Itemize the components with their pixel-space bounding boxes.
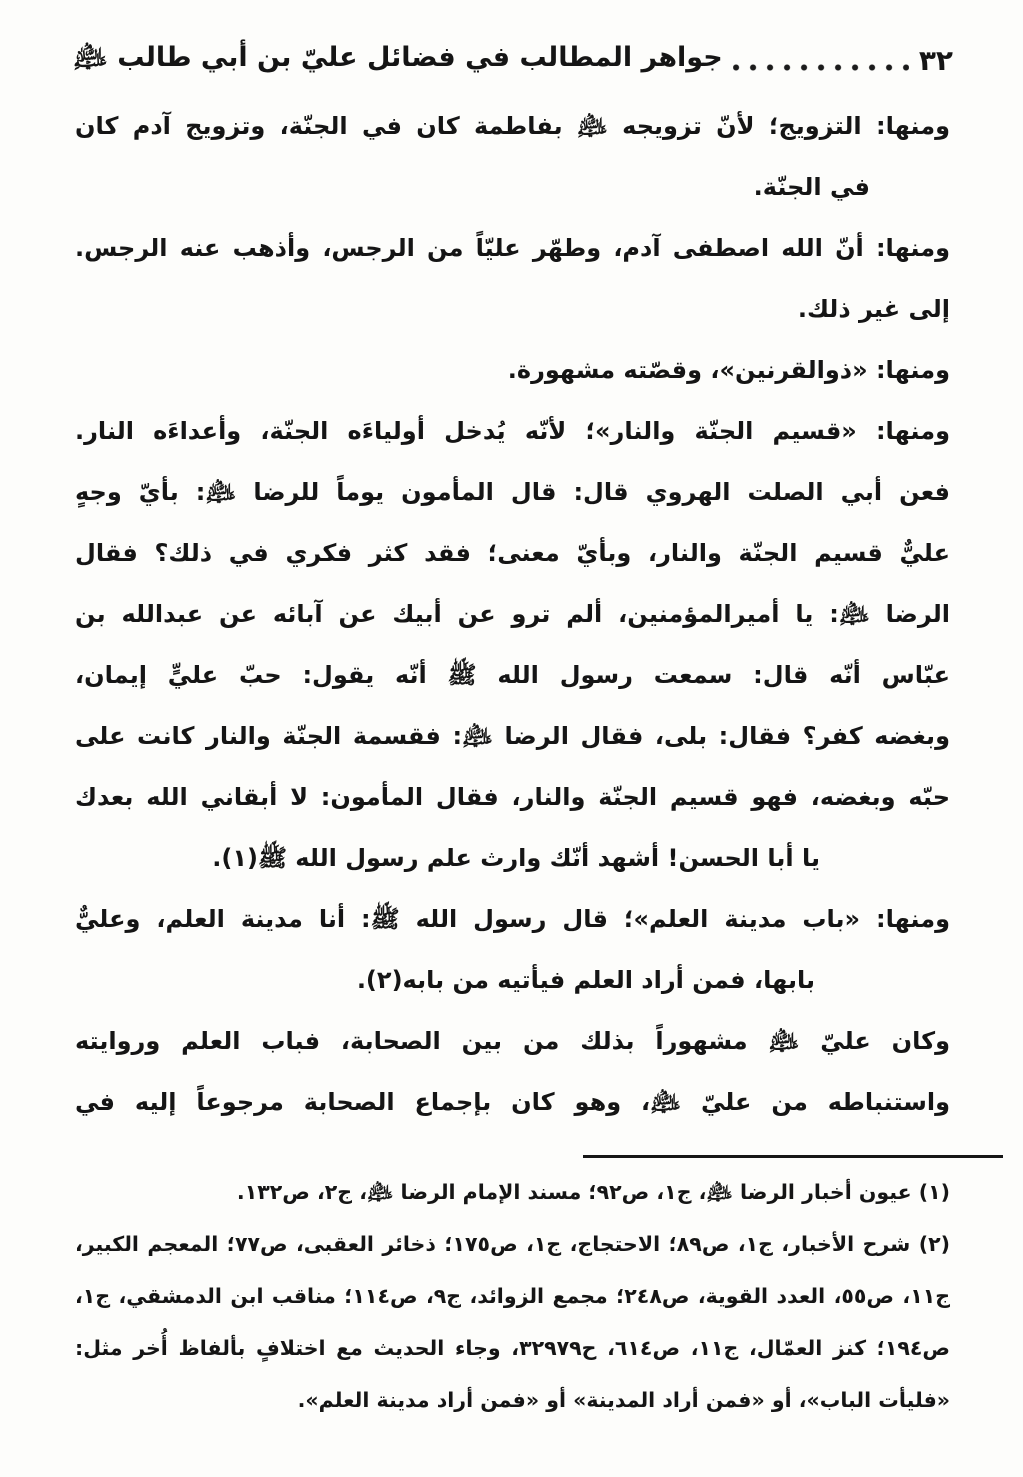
footnote-line: (٢) شرح الأخبار، ج١، ص٨٩؛ الاحتجاج، ج١، ص١٧٥؛ ذخائر العقبى، ص٧٧؛ المعجم الكبير، (75, 1232, 950, 1256)
body-line: وبغضه كفر؟ فقال: بلى، فقال الرضا ﵇: فقسمة الجنّة والنار كانت على (75, 722, 950, 750)
body-line: ومنها: التزويج؛ لأنّ تزويجه ﵇ بفاطمة كان في الجنّة، وتزويج آدم كان (75, 112, 950, 140)
footnote-line: ص١٩٤؛ كنز العمّال، ج١١، ص٦١٤، ح٣٢٩٧٩، وجاء الحديث مع اختلافٍ بألفاظ أُخر مثل: (75, 1336, 950, 1360)
footnote-line: (١) عيون أخبار الرضا ﵇، ج١، ص٩٢؛ مسند الإمام الرضا ﵇، ج٢، ص١٣٢. (236, 1180, 950, 1204)
body-line: عبّاس أنّه قال: سمعت رسول الله ﷺ أنّه يقول: حبّ عليٍّ إيمان، (75, 661, 950, 689)
body-line: ومنها: «باب مدينة العلم»؛ قال رسول الله ﷺ: أنا مدينة العلم، وعليٌّ (75, 905, 950, 933)
body-line: فعن أبي الصلت الهروي قال: قال المأمون يوماً للرضا ﵇: بأيّ وجهٍ (75, 478, 950, 506)
body-line: ومنها: أنّ الله اصطفى آدم، وطهّر عليّاً من الرجس، وأذهب عنه الرجس. (75, 234, 950, 262)
dot-leader (733, 63, 909, 72)
book-title: جواهر المطالب في فضائل عليّ بن أبي طالب ﵇ (73, 42, 723, 73)
body-line: وكان عليّ ﵇ مشهوراً بذلك من بين الصحابة، فباب العلم وروايته (75, 1027, 950, 1055)
footnote-separator (583, 1155, 1003, 1158)
page-number: ٣٢ (918, 43, 953, 77)
footnote-line: «فليأت الباب»، أو «فمن أراد المدينة» أو «فمن أراد مدينة العلم». (297, 1388, 950, 1412)
page-header (0, 0, 1023, 80)
body-line: في الجنّة. (753, 173, 870, 201)
body-text (0, 80, 1023, 1133)
body-line: ومنها: «قسيم الجنّة والنار»؛ لأنّه يُدخل أولياءَه الجنّة، وأعداءَه النار. (75, 417, 950, 445)
body-line: واستنباطه من عليّ ﵇، وهو كان بإجماع الصحابة مرجوعاً إليه في (75, 1088, 950, 1116)
body-line: الرضا ﵇: يا أميرالمؤمنين، ألم ترو عن أبيك عن آبائه عن عبدالله بن (75, 600, 950, 628)
body-line: بابها، فمن أراد العلم فيأتيه من بابه(٢). (356, 966, 815, 994)
body-line: حبّه وبغضه، فهو قسيم الجنّة والنار، فقال المأمون: لا أبقاني الله بعدك (75, 783, 950, 811)
body-line: إلى غير ذلك. (797, 295, 950, 323)
body-line: عليٌّ قسيم الجنّة والنار، وبأيّ معنى؛ فقد كثر فكري في ذلك؟ فقال (75, 539, 950, 567)
footnotes (0, 1166, 1023, 1426)
footnote-line: ج١١، ص٥٥، العدد القوية، ص٢٤٨؛ مجمع الزوائد، ج٩، ص١١٤؛ مناقب ابن الدمشقي، ج١، (75, 1284, 951, 1308)
body-line: ومنها: «ذوالقرنين»، وقصّته مشهورة. (507, 356, 950, 384)
body-line: يا أبا الحسن! أشهد أنّك وارث علم رسول الله ﷺ(١). (212, 844, 820, 872)
